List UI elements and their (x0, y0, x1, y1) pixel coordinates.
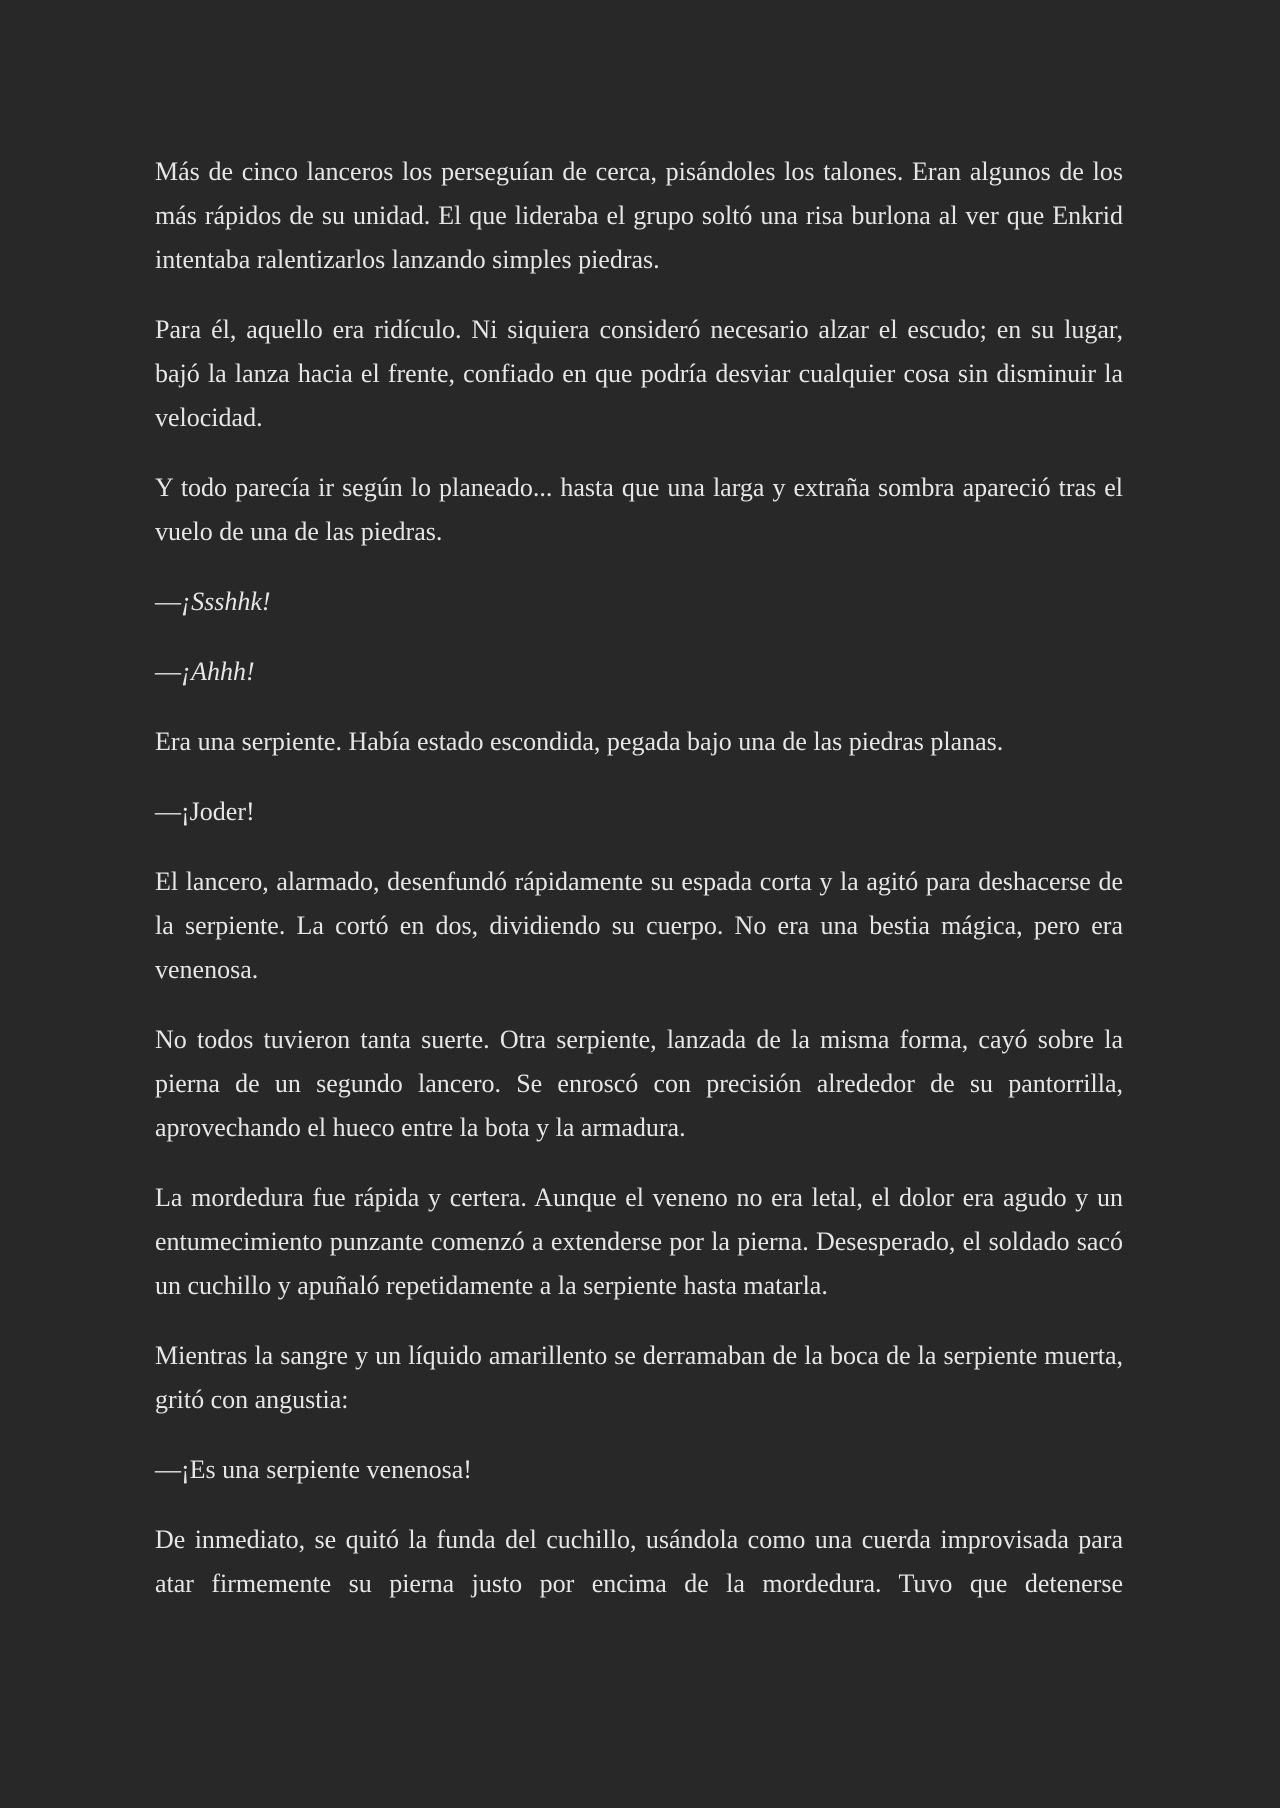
paragraph: Y todo parecía ir según lo planeado... hasta que una larga y extraña sombra apareció tras el vuelo de una de las piedras. (155, 473, 1123, 546)
paragraph: De inmediato, se quitó la funda del cuchillo, usándola como una cuerda improvisada para atar firmemente su pierna justo por encima de la mordedura. Tuvo que detenerse (155, 1525, 1123, 1598)
dialogue-sound: ¡Ssshhk! (181, 587, 271, 616)
paragraph: Era una serpiente. Había estado escondida, pegada bajo una de las piedras planas. (155, 727, 1004, 756)
dialogue-dash: — (155, 657, 181, 686)
document-page (155, 150, 1123, 1632)
dialogue-line: —¡Joder! (155, 797, 255, 826)
paragraph: Mientras la sangre y un líquido amarillento se derramaban de la boca de la serpiente muerta, gritó con angustia: (155, 1341, 1123, 1414)
paragraph: El lancero, alarmado, desenfundó rápidamente su espada corta y la agitó para deshacerse de la serpiente. La cortó en dos, dividiendo su cuerpo. No era una bestia mágica, pero era venenosa. (155, 867, 1123, 984)
paragraph: Para él, aquello era ridículo. Ni siquiera consideró necesario alzar el escudo; en su lugar, bajó la lanza hacia el frente, confiado en que podría desviar cualquier cosa sin disminuir la velocidad. (155, 315, 1123, 432)
dialogue-sound: ¡Ahhh! (181, 657, 255, 686)
paragraph: La mordedura fue rápida y certera. Aunque el veneno no era letal, el dolor era agudo y un entumecimiento punzante comenzó a extenderse por la pierna. Desesperado, el soldado sacó un cuchillo y apuñaló repetidamente a la serpiente hasta matarla. (155, 1183, 1123, 1300)
paragraph: No todos tuvieron tanta suerte. Otra serpiente, lanzada de la misma forma, cayó sobre la pierna de un segundo lancero. Se enroscó con precisión alrededor de su pantorrilla, aprovechando el hueco entre la bota y la armadura. (155, 1025, 1123, 1142)
paragraph: Más de cinco lanceros los perseguían de cerca, pisándoles los talones. Eran algunos de los más rápidos de su unidad. El que lideraba el grupo soltó una risa burlona al ver que Enkrid intentaba ralentizarlos lanzando simples piedras. (155, 157, 1123, 274)
dialogue-line: —¡Es una serpiente venenosa! (155, 1455, 472, 1484)
dialogue-line (155, 650, 1123, 694)
dialogue-line (155, 580, 1123, 624)
dialogue-dash: — (155, 587, 181, 616)
